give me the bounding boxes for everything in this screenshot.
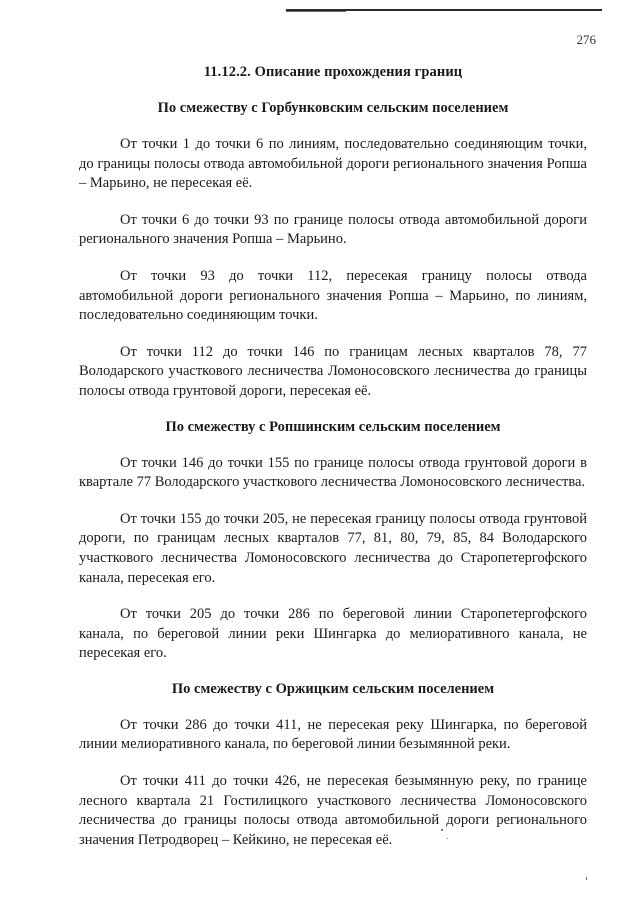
- scan-speck: [586, 877, 587, 880]
- boundary-paragraph: От точки 205 до точки 286 по береговой линии Старопетергофского канала, по береговой линии реки Шингарка до мелиоративного канала, не пересекая его.: [79, 606, 587, 662]
- section-title: 11.12.2. Описание прохождения границ: [203, 64, 463, 80]
- document-body: [79, 64, 587, 867]
- scan-speck: [441, 829, 443, 831]
- subsection-title: По смежеству с Оржицким сельским поселением: [171, 680, 495, 697]
- subsection-title: По смежеству с Ропшинским сельским поселением: [165, 418, 501, 435]
- boundary-paragraph: От точки 93 до точки 112, пересекая границу полосы отвода автомобильной дороги регионального значения Ропша – Марьино, по линиям, последовательно соединяющим точки.: [79, 267, 587, 324]
- boundary-group-orzhitsy: [79, 681, 587, 851]
- boundary-paragraph: От точки 155 до точки 205, не пересекая границу полосы отвода грунтовой дороги, по границам лесных кварталов 77, 81, 80, 79, 85, 84 Володарского участкового лесничества Ломоносовского лесничества до Старопетергофского канала, пересекая его.: [79, 510, 587, 586]
- boundary-group-ropsha: [79, 419, 587, 664]
- page-number: 276: [576, 32, 596, 47]
- subsection-title: По смежеству с Горбунковским сельским поселением: [157, 100, 509, 116]
- boundary-paragraph: От точки 6 до точки 93 по границе полосы отвода автомобильной дороги регионального значения Ропша – Марьино.: [79, 211, 587, 248]
- scan-speck: [447, 838, 448, 839]
- boundary-paragraph: От точки 146 до точки 155 по границе полосы отвода грунтовой дороги в квартале 77 Володарского участкового лесничества Ломоносовского лесничества.: [79, 454, 587, 491]
- boundary-paragraph: От точки 286 до точки 411, не пересекая реку Шингарка, по береговой линии мелиоративного канала, по береговой линии безымянной реки.: [79, 716, 587, 753]
- boundary-paragraph: От точки 1 до точки 6 по линиям, последовательно соединяющим точки, до границы полосы отвода автомобильной дороги регионального значения Ропша – Марьино, не пересекая её.: [79, 136, 587, 192]
- boundary-paragraph: От точки 411 до точки 426, не пересекая безымянную реку, по границе лесного квартала 21 Гостилицкого участкового лесничества Ломоносовского лесничества до границы полосы отвода автомобильной дороги регионального значения Петродворец – Кейкино, не пересекая её.: [79, 773, 587, 848]
- boundary-group-gorbunki: [79, 100, 587, 402]
- scan-border-line-thin: [286, 11, 346, 12]
- boundary-paragraph: От точки 112 до точки 146 по границам лесных кварталов 78, 77 Володарского участкового лесничества Ломоносовского лесничества до границы полосы отвода грунтовой дороги, пересекая её.: [79, 343, 587, 399]
